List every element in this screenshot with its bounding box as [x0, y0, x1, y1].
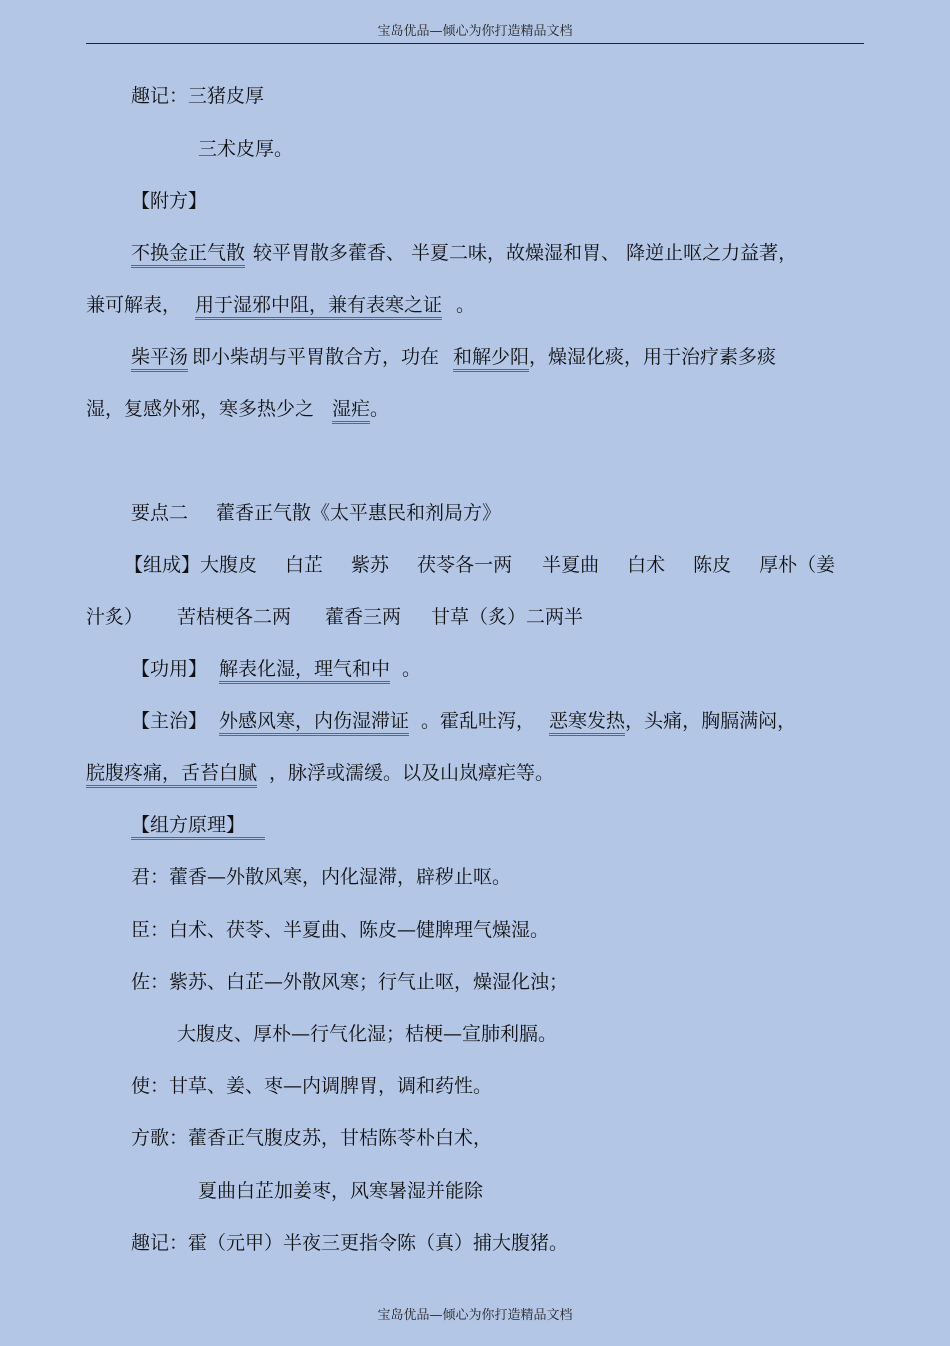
line-keypoint-2 [131, 501, 501, 525]
line-mnemonic-2: 三术皮厚。 [198, 138, 294, 160]
line-function [131, 657, 421, 681]
line-zuo: 佐：紫苏、白芷—外散风寒；行气止呕，燥湿化浊； [131, 971, 569, 993]
function-label: 【功用】 [131, 658, 208, 680]
herb: 汁炙） [86, 606, 144, 628]
cpt-indication: 湿疟 [332, 398, 370, 424]
herb: 大腹皮 [200, 554, 258, 576]
indication-symptom: 恶寒发热 [549, 710, 625, 736]
indication-symptom2: 脘腹疼痛，舌苔白腻 [86, 762, 257, 788]
cpt-text3: 湿，复感外邪，寒多热少之 [86, 398, 315, 420]
line-mnemonic-3: 趣记：霍（元甲）半夜三更指令陈（真）捕大腹猪。 [131, 1232, 569, 1254]
herb: 甘草（炙）二两半 [431, 606, 584, 628]
line-jun: 君：藿香—外散风寒，内化湿滞，辟秽止呕。 [131, 866, 512, 888]
section-fufang: 【附方】 [131, 190, 208, 212]
cpt-text2: ，燥湿化痰，用于治疗素多痰 [529, 346, 777, 368]
line-mnemonic-1 [131, 84, 264, 108]
formula-name-cpt: 柴平汤 [131, 346, 188, 372]
line-cpt-cont [86, 397, 389, 421]
indication-text: 。霍乱吐泻， [421, 710, 536, 732]
indication-text3: ，脉浮或濡缓。以及山岚瘴疟等。 [269, 762, 555, 784]
herb: 陈皮 [693, 554, 732, 576]
header-rule [86, 43, 864, 44]
line-zuo-cont: 大腹皮、厚朴—行气化湿；桔梗—宣肺利膈。 [177, 1023, 558, 1045]
line-bhjzqs [131, 241, 797, 265]
period: 。 [370, 398, 390, 420]
indication-text2: ，头痛，胸膈满闷， [625, 710, 797, 732]
function-text: 解表化湿，理气和中 [219, 658, 390, 684]
keypoint-label: 要点二 [131, 502, 189, 524]
herb: 半夏曲 [542, 554, 600, 576]
principle-heading: 【组方原理】 [131, 814, 245, 840]
bhjzqs-text2: 兼可解表， [86, 294, 182, 316]
line-cpt [131, 345, 776, 369]
formula-name-bhjzqs: 不换金正气散 [131, 242, 245, 268]
cpt-text: 即小柴胡与平胃散合方，功在 [192, 346, 440, 368]
composition-label: 【组成】 [124, 554, 201, 576]
period: 。 [402, 658, 422, 680]
indication-label: 【主治】 [131, 710, 208, 732]
line-indication [131, 709, 796, 733]
period: 。 [456, 294, 476, 316]
bhjzqs-indication: 用于湿邪中阻，兼有表寒之证 [195, 294, 442, 320]
herb: 茯苓各一两 [417, 554, 513, 576]
bhjzqs-text: 较平胃散多藿香、 半夏二味，故燥湿和胃、 降逆止呕之力益著， [253, 242, 798, 264]
page-footer: 宝岛优品—倾心为你打造精品文档 [377, 1308, 573, 1323]
line-song-1: 方歌：藿香正气腹皮苏，甘桔陈苓朴白术， [131, 1127, 493, 1149]
keypoint-title: 藿香正气散《太平惠民和剂局方》 [216, 502, 502, 524]
herb: 白芷 [285, 554, 324, 576]
cpt-function: 和解少阳 [453, 346, 529, 372]
line-composition-cont [86, 605, 583, 629]
herb: 苦桔梗各二两 [177, 606, 292, 628]
mnemonic-label: 趣记： [131, 85, 189, 107]
section-principle [131, 813, 265, 840]
mnemonic-text: 三猪皮厚 [188, 85, 265, 107]
line-indication-cont [86, 761, 554, 785]
line-bhjzqs-cont [86, 293, 475, 317]
line-composition [124, 553, 835, 577]
indication-syndrome: 外感风寒，内伤湿滞证 [219, 710, 409, 736]
line-song-2: 夏曲白芷加姜枣，风寒暑湿并能除 [198, 1180, 484, 1202]
herb: 藿香三两 [325, 606, 402, 628]
herb: 紫苏 [351, 554, 390, 576]
page-header: 宝岛优品—倾心为你打造精品文档 [377, 24, 573, 39]
line-chen: 臣：白术、茯苓、半夏曲、陈皮—健脾理气燥湿。 [131, 919, 550, 941]
line-shi: 使：甘草、姜、枣—内调脾胃，调和药性。 [131, 1075, 493, 1097]
herb: 厚朴（姜 [759, 554, 836, 576]
herb: 白术 [627, 554, 666, 576]
